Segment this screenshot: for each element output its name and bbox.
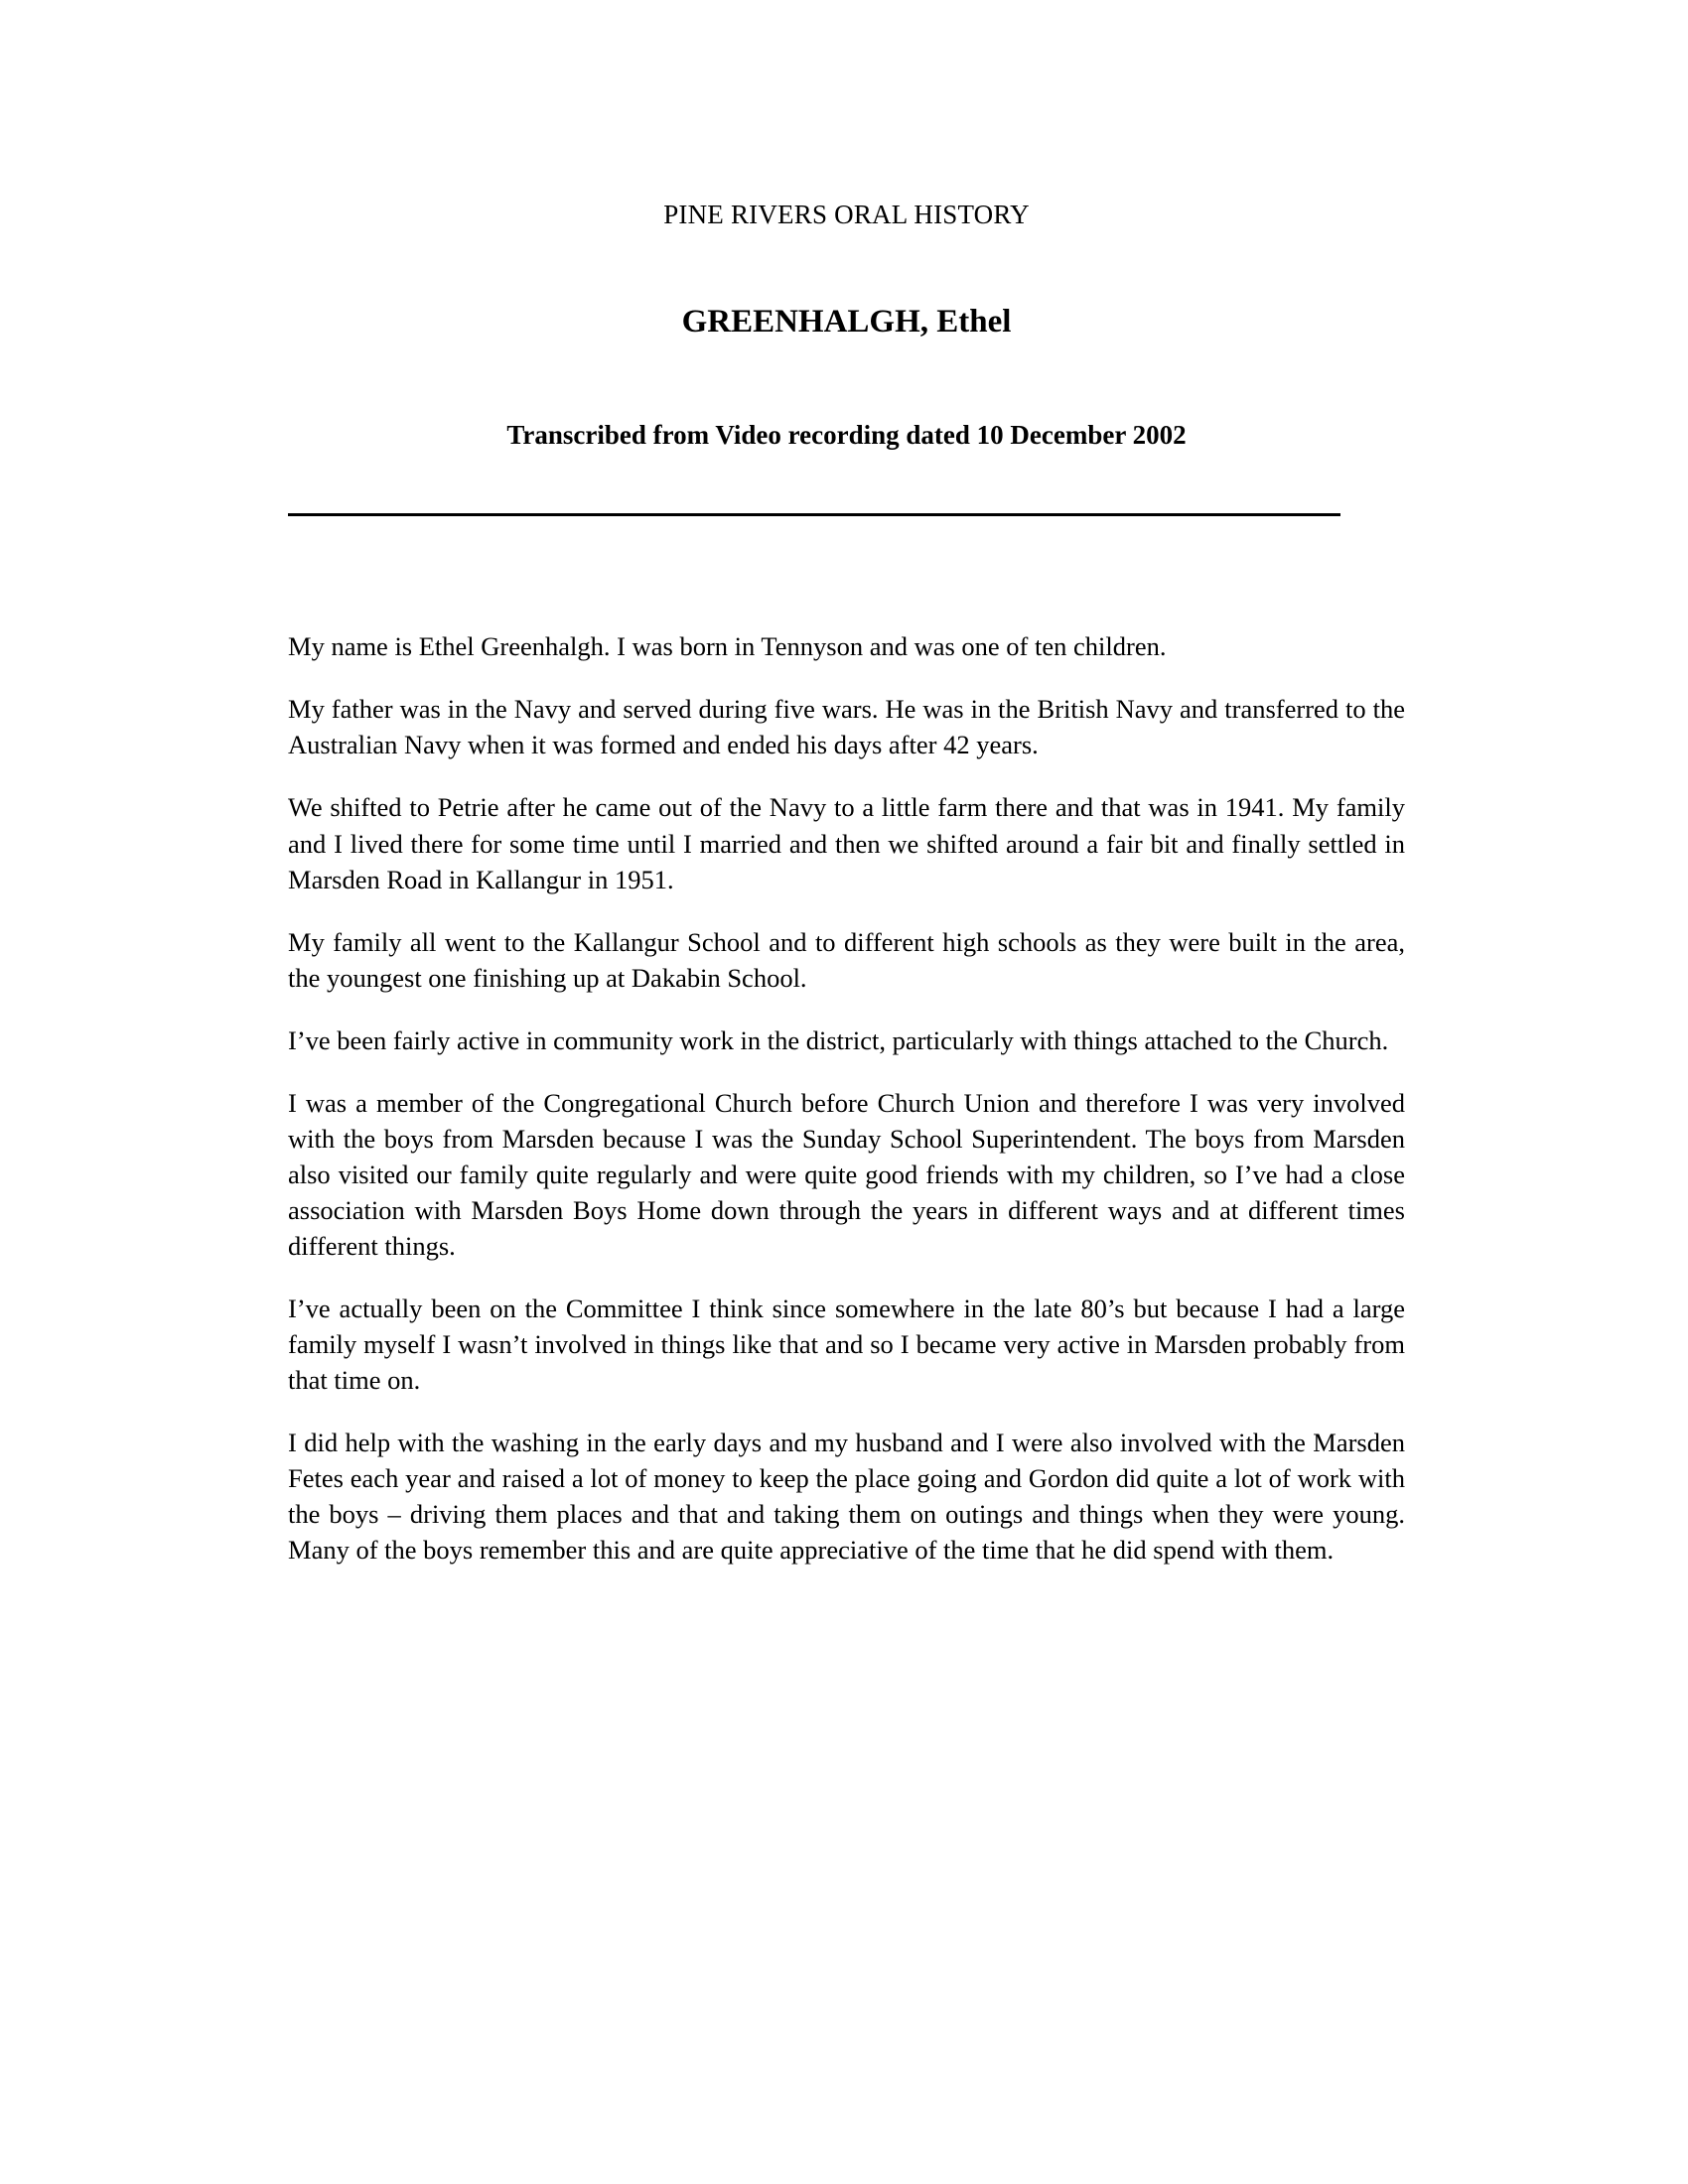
transcript-paragraph: My family all went to the Kallangur School and to different high schools as they were built in the area, the youngest one finishing up at Dakabin School. — [288, 926, 1405, 993]
transcript-paragraph: My father was in the Navy and served during five wars. He was in the British Navy and transferred to the Australian Navy when it was formed and ended his days after 42 years. — [288, 694, 1405, 760]
document-content — [288, 0, 1405, 1568]
transcript-paragraph: I did help with the washing in the early days and my husband and I were also involved with the Marsden Fetes each year and raised a lot of money to keep the place going and Gordon did quite a lot of work with the boys – driving them places and that and taking them on outings and things when they were young. Many of the boys remember this and are quite appreciative of the time that he did spend with them. — [288, 1427, 1405, 1565]
document-subtitle: Transcribed from Video recording dated 10 December 2002 — [506, 419, 1187, 450]
transcript-paragraph: We shifted to Petrie after he came out of the Navy to a little farm there and that was in 1941. My family and I lived there for some time until I married and then we shifted around a fair bit and finally settled in Marsden Road in Kallangur in 1951. — [288, 792, 1405, 894]
transcript-paragraph: My name is Ethel Greenhalgh. I was born in Tennyson and was one of ten children. — [288, 631, 1167, 662]
transcript-paragraph: I was a member of the Congregational Church before Church Union and therefore I was very involved with the boys from Marsden because I was the Sunday School Superintendent. The boys from Marsden also visited our family quite regularly and were quite good friends with my children, so I’ve had a close association with Marsden Boys Home down through the years in different ways and at different times different things. — [288, 1087, 1405, 1261]
page-title: GREENHALGH, Ethel — [681, 304, 1012, 341]
transcript-body — [288, 517, 1405, 1568]
transcript-paragraph: I’ve been fairly active in community work in the district, particularly with things attached to the Church. — [288, 1024, 1389, 1055]
horizontal-rule-divider — [288, 513, 1340, 516]
transcript-paragraph: I’ve actually been on the Committee I think since somewhere in the late 80’s but because I had a large family myself I wasn’t involved in things like that and so I became very active in Marsden probably from that time on. — [288, 1293, 1405, 1395]
document-masthead: PINE RIVERS ORAL HISTORY — [663, 200, 1030, 229]
divider-wrapper — [288, 451, 1405, 517]
